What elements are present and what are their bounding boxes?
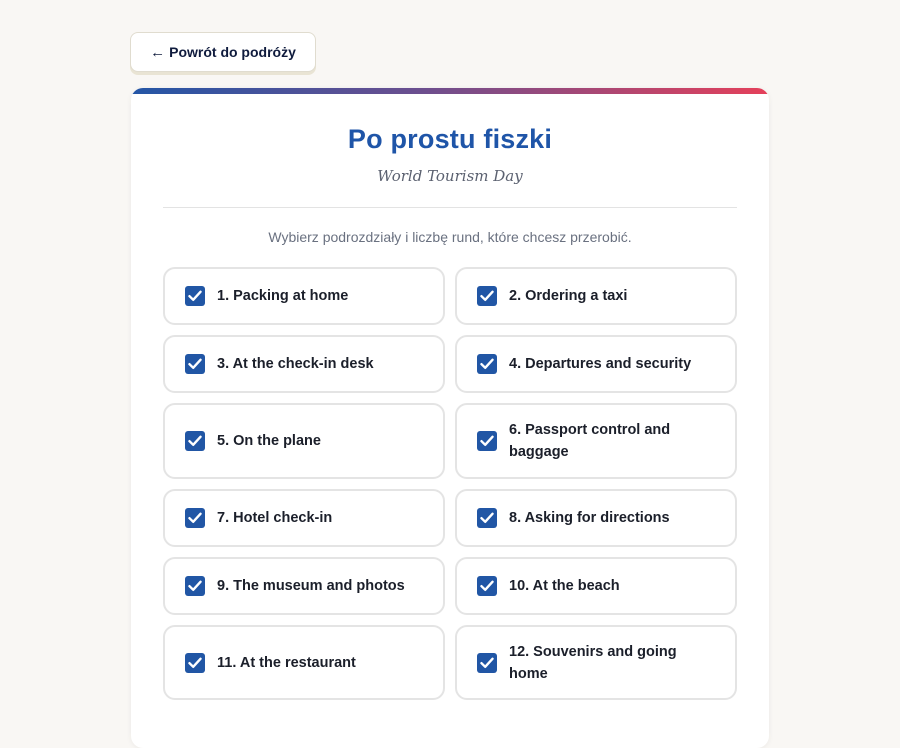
option-label: 8. Asking for directions bbox=[509, 510, 670, 526]
back-button-label: Powrót do podróży bbox=[169, 44, 296, 60]
subsection-option[interactable] bbox=[455, 403, 737, 479]
subsection-option[interactable] bbox=[455, 489, 737, 547]
checkbox-checked-icon[interactable] bbox=[477, 286, 497, 306]
option-label: 4. Departures and security bbox=[509, 356, 692, 372]
subsection-option[interactable] bbox=[163, 403, 445, 479]
option-label: 6. Passport control and baggage bbox=[509, 422, 671, 460]
checkbox-checked-icon[interactable] bbox=[185, 286, 205, 306]
subsection-option[interactable] bbox=[455, 625, 737, 700]
checkbox-checked-icon[interactable] bbox=[477, 431, 497, 451]
option-label: 2. Ordering a taxi bbox=[509, 288, 628, 304]
checkbox-checked-icon[interactable] bbox=[185, 653, 205, 673]
subsection-option[interactable] bbox=[163, 489, 445, 547]
card-gradient-bar bbox=[131, 88, 769, 94]
page-title: Po prostu fiszki bbox=[347, 124, 553, 154]
option-label: 9. The museum and photos bbox=[217, 578, 405, 594]
option-label: 7. Hotel check-in bbox=[217, 510, 333, 526]
subsection-option[interactable] bbox=[455, 335, 737, 393]
option-label: 1. Packing at home bbox=[217, 288, 349, 304]
subsection-option[interactable] bbox=[455, 267, 737, 325]
subsection-option[interactable] bbox=[163, 625, 445, 700]
subsection-option[interactable] bbox=[163, 267, 445, 325]
subsection-option[interactable] bbox=[163, 557, 445, 615]
checkbox-checked-icon[interactable] bbox=[185, 354, 205, 374]
checkbox-checked-icon[interactable] bbox=[185, 576, 205, 596]
page-subtitle: World Tourism Day bbox=[377, 167, 523, 185]
divider bbox=[163, 207, 737, 208]
checkbox-checked-icon[interactable] bbox=[185, 431, 205, 451]
option-label: 5. On the plane bbox=[217, 433, 321, 449]
option-label: 11. At the restaurant bbox=[217, 654, 356, 671]
option-label: 10. At the beach bbox=[509, 578, 620, 594]
subsection-option[interactable] bbox=[455, 557, 737, 615]
subsection-option[interactable] bbox=[163, 335, 445, 393]
option-label: 12. Souvenirs and going home bbox=[509, 643, 677, 682]
instructions-text: Wybierz podrozdziały i liczbę rund, które chcesz przerobić. bbox=[268, 229, 632, 245]
checkbox-checked-icon[interactable] bbox=[477, 508, 497, 528]
checkbox-checked-icon[interactable] bbox=[185, 508, 205, 528]
arrow-left-icon: ← bbox=[150, 43, 166, 61]
option-label: 3. At the check-in desk bbox=[217, 356, 374, 372]
back-to-trip-button[interactable] bbox=[130, 32, 316, 72]
checkbox-checked-icon[interactable] bbox=[477, 576, 497, 596]
checkbox-checked-icon[interactable] bbox=[477, 653, 497, 673]
checkbox-checked-icon[interactable] bbox=[477, 354, 497, 374]
